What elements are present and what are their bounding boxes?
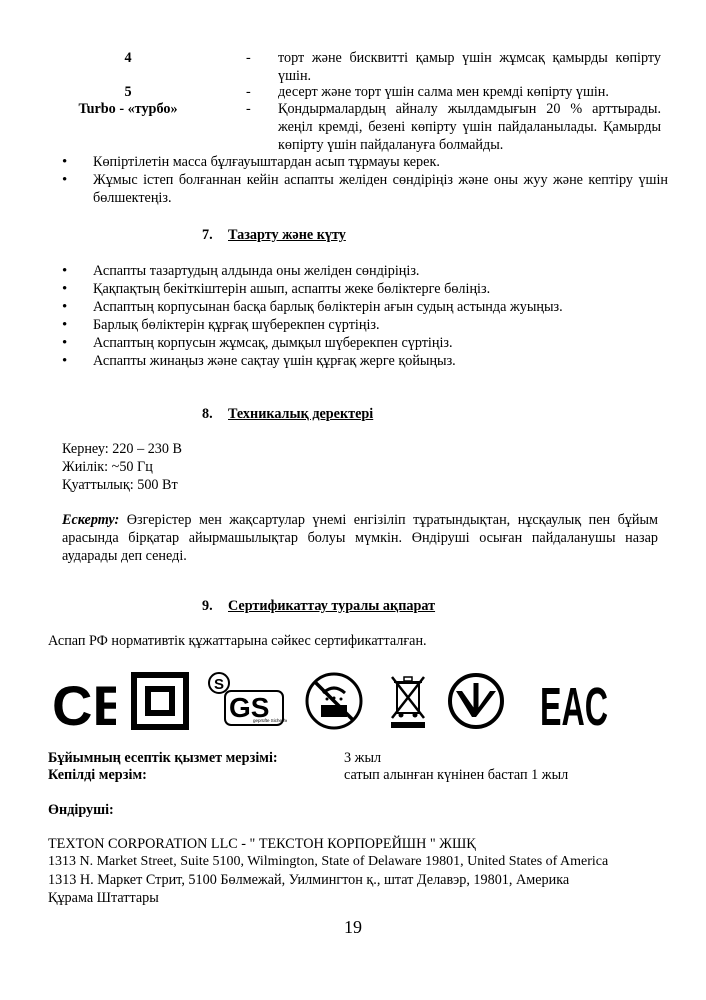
note-label: Ескерту: xyxy=(62,512,120,528)
tech-note xyxy=(62,511,658,565)
speed-label: 5 xyxy=(124,84,132,100)
service-life-value: 3 жыл xyxy=(344,750,382,766)
certification-text: Аспап РФ нормативтік құжаттарына сәйкес сертификатталған. xyxy=(48,633,427,649)
dash: - xyxy=(246,50,251,66)
manufacturer-name: TEXTON CORPORATION LLC - " ТЕКСТОН КОРПОРЕЙШН " ЖШҚ xyxy=(48,836,476,852)
dash: - xyxy=(246,101,251,117)
speed-label: Turbo - «турбо» xyxy=(78,101,178,117)
section-number: 7. xyxy=(202,227,213,243)
spec-power: Қуаттылық: 500 Вт xyxy=(62,477,178,493)
weee-bin-icon xyxy=(387,671,429,731)
ce-mark-icon xyxy=(52,671,116,731)
warranty-label: Кепілді мерзім: xyxy=(48,767,147,783)
section-8-heading xyxy=(202,405,373,423)
section-number: 8. xyxy=(202,406,213,422)
section-number: 9. xyxy=(202,598,213,614)
spec-voltage: Кернеу: 220 – 230 В xyxy=(62,441,183,457)
list-item: • Көпіртілетін масса бұлғауыштардан асып тұрмауы керек. xyxy=(62,153,668,171)
note-text: Өзгерістер мен жақсартулар үнемі енгізіліп тұратындықтан, нұсқаулық пен бұйым арасында бірқатар айырмашылықтар болуы мүмкін. Өндіруші осыған пайдаланушы назар аударады деп сенеді. xyxy=(62,512,659,564)
list-item: • Аспаптың корпусын жұмсақ, дымқыл шүберекпен сүртіңіз. xyxy=(62,334,668,352)
speed-description: Қондырмалардың айналу жылдамдығын 20 % арттырады. жеңіл кремді, безені көпірту үшін пайдаланылады. Қамырды көпірту үшін пайдалануға болмайды. xyxy=(278,101,661,153)
ukraine-conformity-icon xyxy=(446,671,506,731)
speed-label: 4 xyxy=(124,50,132,66)
spec-frequency: Жиілік: ~50 Гц xyxy=(62,459,153,475)
list-item: • Жұмыс істеп болғаннан кейін аспапты желіден сөндіріңіз және оны жуу және кептіру үшін бөлшектеңіз. xyxy=(62,171,668,207)
manufacturer-label: Өндіруші: xyxy=(48,802,114,818)
section-title: Сертификаттау туралы ақпарат xyxy=(228,598,436,614)
gs-text: GS xyxy=(229,692,270,723)
gs-mark-icon xyxy=(205,671,287,731)
dash: - xyxy=(246,84,251,100)
list-item: • Аспаптың корпусынан басқа барлық бөліктерін ағын судың астында жуыңыз. xyxy=(62,298,668,316)
eac-text: EAC xyxy=(540,677,608,731)
usage-notes-list xyxy=(62,153,668,207)
speed-description: торт және бисквитті қамыр үшін жұмсақ қамырды көпірту үшін. xyxy=(278,50,661,84)
list-item: • Барлық бөліктерін құрғақ шүберекпен сүртіңіз. xyxy=(62,316,668,334)
warranty-value: сатып алынған күнінен бастап 1 жыл xyxy=(344,767,569,783)
list-item: • Аспапты тазартудың алдында оны желіден сөндіріңіз. xyxy=(62,262,668,280)
eac-mark-icon xyxy=(540,671,612,731)
section-7-heading xyxy=(202,226,346,244)
double-insulation-icon xyxy=(131,671,189,731)
service-life-label: Бұйымның есептік қызмет мерзімі: xyxy=(48,750,278,766)
list-item: • Қақпақтың бекіткіштерін ашып, аспапты жеке бөліктерге бөліңіз. xyxy=(62,280,668,298)
no-dishwasher-icon xyxy=(303,671,365,731)
manufacturer-address-en: 1313 N. Market Street, Suite 5100, Wilmington, State of Delaware 19801, United States of America xyxy=(48,854,609,869)
gs-small-text: geprüfte Sicherh xyxy=(253,718,287,723)
section-9-heading xyxy=(202,597,435,615)
speed-description: десерт және торт үшін салма мен кремді көпірту үшін. xyxy=(278,84,609,100)
section-title: Техникалық деректері xyxy=(228,406,374,422)
manufacturer-country: Құрама Штаттары xyxy=(48,890,159,906)
ce-text: CE xyxy=(52,674,116,731)
s-text: S xyxy=(214,676,225,693)
list-item: • Аспапты жинаңыз және сақтау үшін құрғақ жерге қойыңыз. xyxy=(62,352,668,370)
section-title: Тазарту және күту xyxy=(228,227,346,243)
cleaning-list xyxy=(62,262,668,370)
manufacturer-address-kk: 1313 Н. Маркет Стрит, 5100 Бөлмежай, Уилмингтон қ., штат Делавэр, 19801, Америка xyxy=(48,872,570,888)
page-number: 19 xyxy=(344,917,362,937)
